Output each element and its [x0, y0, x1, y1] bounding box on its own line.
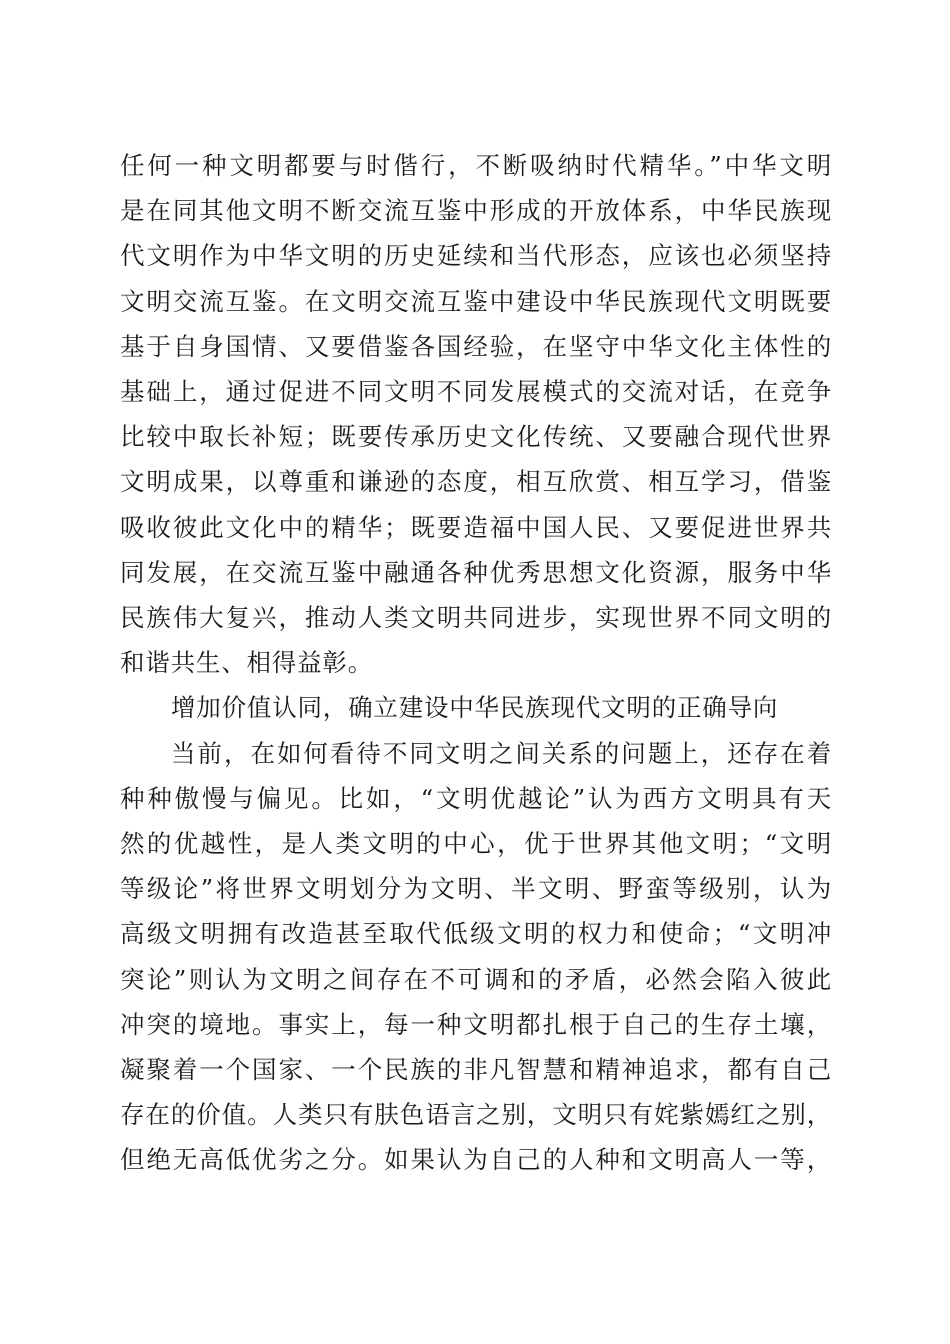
heading-text: 增加价值认同，确立建设中华民族现代文明的正确导向	[171, 693, 779, 723]
text-line: 凝聚着一个国家、一个民族的非凡智慧和精神追求，都有自己	[120, 1055, 832, 1085]
text-line: 比较中取长补短；既要传承历史文化传统、又要融合现代世界	[120, 422, 832, 452]
text-line: 文明成果，以尊重和谦逊的态度，相互欣赏、相互学习，借鉴	[120, 467, 832, 497]
text-line: 和谐共生、相得益彰。	[120, 648, 373, 678]
document-body	[120, 143, 832, 1183]
text-line: 任何一种文明都要与时偕行，不断吸纳时代精华。”中华文明	[120, 151, 832, 180]
text-line: 冲突的境地。事实上，每一种文明都扎根于自己的生存土壤，	[120, 1009, 832, 1039]
text-line: 存在的价值。人类只有肤色语言之别，文明只有姹紫嫣红之别，	[120, 1100, 832, 1130]
text-line: 吸收彼此文化中的精华；既要造福中国人民、又要促进世界共	[120, 512, 832, 542]
text-line: 文明交流互鉴。在文明交流互鉴中建设中华民族现代文明既要	[120, 286, 832, 316]
paragraph-2	[120, 731, 832, 1183]
section-heading	[120, 685, 832, 730]
text-line: 是在同其他文明不断交流互鉴中形成的开放体系，中华民族现	[120, 196, 832, 226]
text-line: 民族伟大复兴，推动人类文明共同进步，实现世界不同文明的	[120, 603, 832, 633]
text-line: 高级文明拥有改造甚至取代低级文明的权力和使命；“文明冲	[120, 919, 832, 949]
text-line: 然的优越性，是人类文明的中心，优于世界其他文明；“文明	[120, 829, 832, 859]
text-line: 等级论”将世界文明划分为文明、半文明、野蛮等级别，认为	[120, 874, 832, 904]
text-line: 突论”则认为文明之间存在不可调和的矛盾，必然会陷入彼此	[120, 964, 832, 994]
text-line: 代文明作为中华文明的历史延续和当代形态，应该也必须坚持	[120, 241, 832, 271]
text-line: 种种傲慢与偏见。比如，“文明优越论”认为西方文明具有天	[120, 783, 832, 813]
text-line: 但绝无高低优劣之分。如果认为自己的人种和文明高人一等，	[120, 1145, 832, 1175]
paragraph-1	[120, 143, 832, 685]
text-line: 基于自身国情、又要借鉴各国经验，在坚守中华文化主体性的	[120, 331, 832, 361]
text-line: 同发展，在交流互鉴中融通各种优秀思想文化资源，服务中华	[120, 557, 832, 587]
text-line: 基础上，通过促进不同文明不同发展模式的交流对话，在竞争	[120, 377, 832, 407]
text-line: 当前，在如何看待不同文明之间关系的问题上，还存在着	[171, 738, 832, 768]
